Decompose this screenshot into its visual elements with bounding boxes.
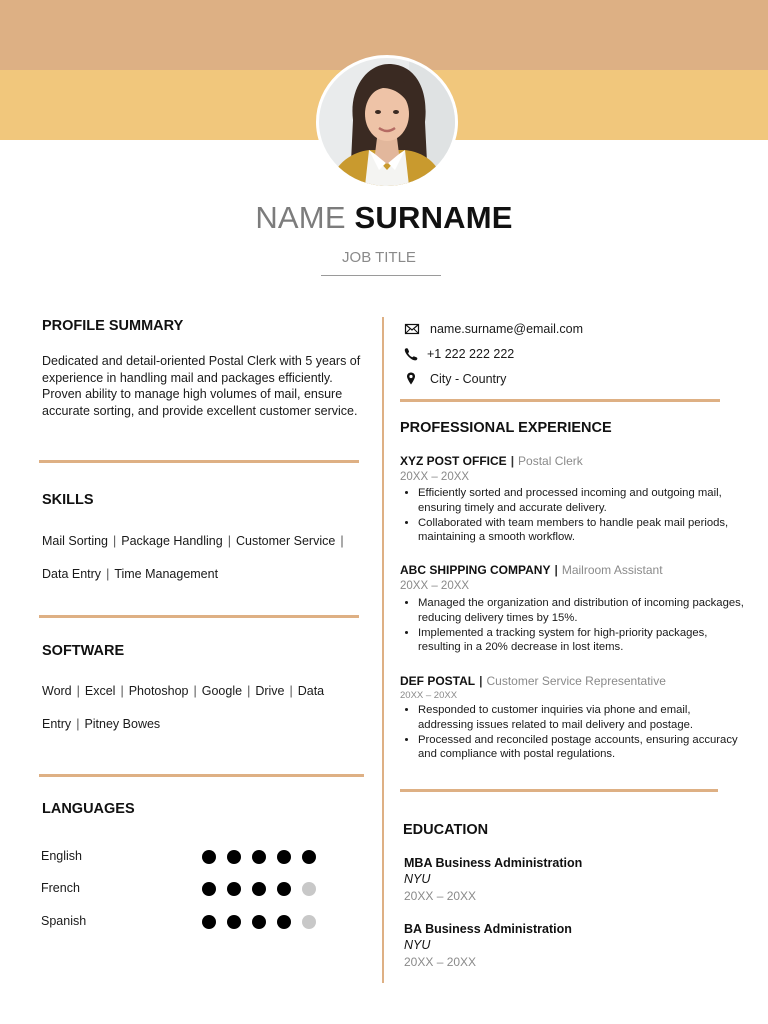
education-degree: BA Business Administration [404,922,572,936]
job-bullets [400,703,748,762]
education-heading: EDUCATION [403,822,489,838]
profile-summary-heading: PROFILE SUMMARY [42,318,184,334]
education-school: NYU [404,872,431,886]
software-item: Data [297,684,325,698]
software-line-2: Entry | Pitney Bowes [42,717,161,731]
contact-location [404,372,506,386]
skill-item: Customer Service [235,534,336,548]
job-header: XYZ POST OFFICE | Postal Clerk [400,454,583,468]
level-dot-filled [252,882,266,896]
company-name: XYZ POST OFFICE [400,454,507,468]
company-name: DEF POSTAL [400,674,476,688]
envelope-icon [404,322,420,336]
company-name: ABC SHIPPING COMPANY [400,563,551,577]
software-item: Entry [42,717,72,731]
job-header: ABC SHIPPING COMPANY | Mailroom Assistant [400,563,663,577]
candidate-name [0,200,768,236]
job-dates: 20XX – 20XX [400,471,470,483]
level-dot-filled [277,882,291,896]
section-divider [39,774,364,777]
skills-heading: SKILLS [42,492,94,508]
profile-summary-text: Dedicated and detail-oriented Postal Clerk with 5 years of experience in handling mail and packages efficiently. Proven ability to manage high volumes of mail, ensure accurate sorting, and provide excellent customer service. [42,354,361,418]
education-school: NYU [404,938,431,952]
job-bullet: • Collaborated with team members to handle peak mail periods, maintaining a smooth workflow. [418,516,748,546]
skills-line-2: Data Entry | Time Management [42,567,219,581]
language-row [41,912,331,932]
level-dot-filled [277,915,291,929]
education-degree: MBA Business Administration [404,856,583,870]
software-item: Google [201,684,243,698]
language-level [202,915,316,929]
skill-item: Mail Sorting [42,534,108,548]
contact-email[interactable] [404,322,583,336]
skill-item: Package Handling [121,534,223,548]
job-role: Customer Service Representative [486,674,666,688]
level-dot-filled [252,915,266,929]
job-header: DEF POSTAL | Customer Service Representative [400,674,666,688]
language-name: English [41,849,82,863]
job-title: JOB TITLE [342,249,416,266]
phone-text: +1 222 222 222 [427,347,515,361]
job-bullets [400,486,748,545]
software-item: Word [42,684,72,698]
job-bullet: • Implemented a tracking system for high-priority packages, resulting in a 20% decrease in lost items. [418,626,748,656]
software-item: Drive [255,684,285,698]
level-dot-filled [302,850,316,864]
job-role: Postal Clerk [518,454,583,468]
language-row [41,847,331,867]
skills-line-1: Mail Sorting | Package Handling | Customer Service | [42,534,344,548]
language-level [202,850,316,864]
phone-icon [403,347,419,361]
software-heading: SOFTWARE [42,643,125,659]
level-dot-empty [302,915,316,929]
level-dot-filled [202,850,216,864]
email-text: name.surname@email.com [430,322,584,336]
first-name: NAME [255,200,346,235]
level-dot-empty [302,882,316,896]
job-role: Mailroom Assistant [561,563,663,577]
column-divider [382,317,384,983]
software-item: Pitney Bowes [84,717,161,731]
section-divider [400,399,720,402]
profile-photo [316,55,458,189]
job-dates: 20XX – 20XX [400,690,458,701]
last-name: SURNAME [354,200,513,235]
language-level [202,882,316,896]
job-dates: 20XX – 20XX [400,580,470,592]
contact-phone[interactable] [403,347,514,361]
title-divider [321,275,441,276]
languages-heading: LANGUAGES [42,801,135,817]
section-divider [39,460,359,463]
job-bullets [400,596,748,655]
level-dot-filled [202,882,216,896]
language-row [41,879,331,899]
level-dot-filled [202,915,216,929]
software-item: Photoshop [128,684,189,698]
job-bullet: • Processed and reconciled postage accounts, ensuring accuracy and compliance with postal regulations. [418,733,748,763]
level-dot-filled [227,850,241,864]
education-dates: 20XX – 20XX [404,889,477,903]
language-name: Spanish [41,914,87,928]
skill-item: Time Management [114,567,219,581]
software-line-1: Word | Excel | Photoshop | Google | Drive | Data [42,684,325,698]
skill-item: Data Entry [42,567,102,581]
job-bullet: • Efficiently sorted and processed incoming and outgoing mail, ensuring timely and accurate delivery. [418,486,748,516]
experience-heading: PROFESSIONAL EXPERIENCE [400,420,612,436]
level-dot-filled [277,850,291,864]
education-dates: 20XX – 20XX [404,955,477,969]
software-item: Excel [84,684,116,698]
level-dot-filled [227,915,241,929]
language-name: French [41,881,80,895]
job-bullet: • Responded to customer inquiries via phone and email, addressing issues related to mail delivery and postage. [418,703,748,733]
level-dot-filled [227,882,241,896]
level-dot-filled [252,850,266,864]
section-divider [39,615,359,618]
job-bullet: • Managed the organization and distribution of incoming packages, reducing delivery times by 15%. [418,596,748,626]
section-divider [400,789,718,792]
location-text: City - Country [430,372,507,386]
location-pin-icon [404,372,420,386]
